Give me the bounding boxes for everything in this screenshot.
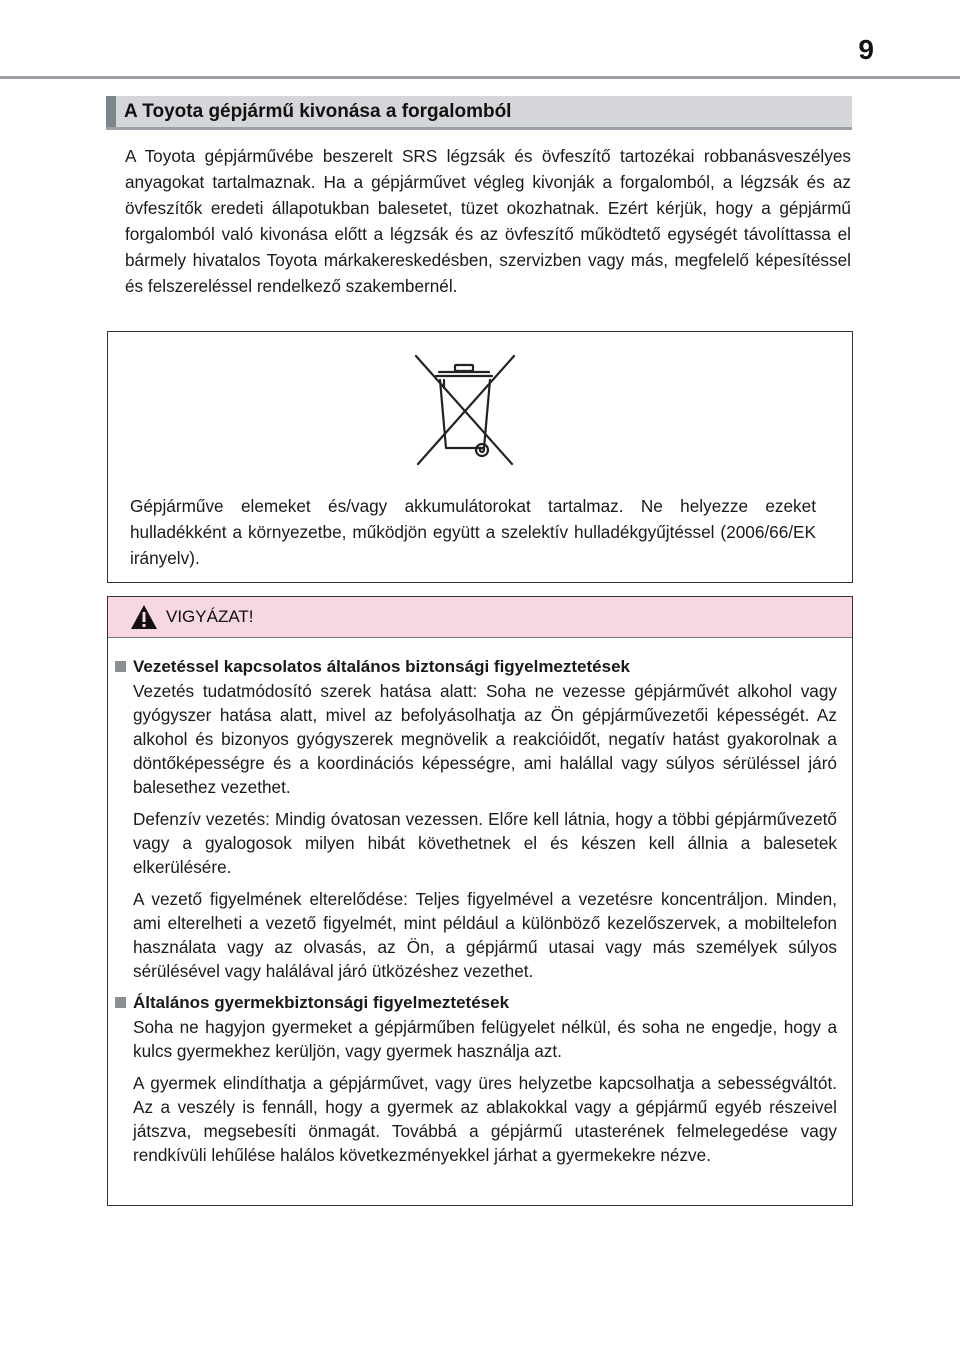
warning-box bbox=[107, 596, 853, 1206]
crossed-out-wheelie-bin-icon bbox=[408, 352, 520, 468]
warning-item-title: Általános gyermekbiztonsági figyelmeztetések bbox=[133, 993, 510, 1012]
warning-item-heading bbox=[115, 991, 852, 1015]
warning-item-title: Vezetéssel kapcsolatos általános biztonsági figyelmeztetések bbox=[133, 657, 630, 676]
warning-paragraph: Soha ne hagyjon gyermeket a gépjárműben felügyelet nélkül, és soha ne engedje, hogy a kulcs gyermekhez kerüljön, vagy gyermek használja azt. bbox=[133, 1017, 837, 1061]
warning-paragraph: Defenzív vezetés: Mindig óvatosan vezessen. Előre kell látnia, hogy a többi gépjárművezető vagy a gyalogosok milyen hibát követhetnek el és készen kell állnia a balesetek elkerülésére. bbox=[133, 809, 837, 877]
warning-paragraph: A vezető figyelmének elterelődése: Teljes figyelmével a vezetésre koncentráljon. Minden, ami elterelheti a vezető figyelmét, mint például a különböző kezelőszervek, a mobiltelefon használata vagy az olvasás, az Ön, a gépjármű utasai vagy más személyek súlyos sérülésével vagy halálával járó ütközéshez vezethet. bbox=[133, 889, 837, 981]
warning-triangle-icon bbox=[130, 604, 158, 630]
section-title-accent bbox=[106, 96, 116, 127]
warning-content bbox=[108, 655, 852, 1175]
page-number: 9 bbox=[858, 34, 874, 65]
warning-paragraph: A gyermek elindíthatja a gépjárművet, vagy üres helyzetbe kapcsolhatja a sebességváltót. Az a veszély is fennáll, hogy a gyermek az ablakokkal vagy a gépjármű egyéb részeivel játszva, megsebesíti önmagát. Továbbá a gépjármű utasterének felmelegedése vagy rendkívüli lehűlése halálos következményekkel járhat a gyermekekre nézve. bbox=[133, 1073, 837, 1165]
bullet-square-icon bbox=[115, 661, 126, 672]
bullet-square-icon bbox=[115, 997, 126, 1008]
header-rule bbox=[0, 76, 960, 79]
intro-paragraph: A Toyota gépjárművébe beszerelt SRS légzsák és övfeszítő tartozékai robbanásveszélyes anyagokat tartalmaznak. Ha a gépjárművet végleg kivonják a forgalomból, a légzsák és az övfeszítők eredeti állapotukban balesetet, tüzet okozhatnak. Ezért kérjük, hogy a gépjármű forgalomból való kivonása előtt a légzsák és az övfeszítő működtető egységét távolíttassa el bármely hivatalos Toyota márkakereskedésben, szervizben vagy más, megfelelő képesítéssel és felszereléssel rendelkező szakembernél. bbox=[125, 146, 851, 296]
recycle-notice-box bbox=[107, 331, 853, 583]
warning-label: VIGYÁZAT! bbox=[166, 607, 254, 626]
warning-paragraph: Vezetés tudatmódosító szerek hatása alatt: Soha ne vezesse gépjárművét alkohol vagy gyógyszer hatása alatt, mivel az befolyásolhatja az Ön gépjárművezetői képességét. Az alkohol és bizonyos gyógyszerek megnövelik a reakcióidőt, negatív hatást gyakorolnak a döntőképességre és a koordinációs képességre, ami halállal vagy súlyos sérüléssel járó balesethez vezethet. bbox=[133, 681, 837, 797]
warning-header bbox=[108, 597, 852, 638]
section-title: A Toyota gépjármű kivonása a forgalomból bbox=[124, 101, 512, 122]
section-title-bar bbox=[106, 96, 852, 130]
recycle-notice-text: Gépjárműve elemeket és/vagy akkumulátorokat tartalmaz. Ne helyezze ezeket hulladékként a környezetbe, működjön együtt a szelektív hulladékgyűjtéssel (2006/66/EK irányelv). bbox=[130, 496, 816, 568]
warning-item-heading bbox=[115, 655, 852, 679]
